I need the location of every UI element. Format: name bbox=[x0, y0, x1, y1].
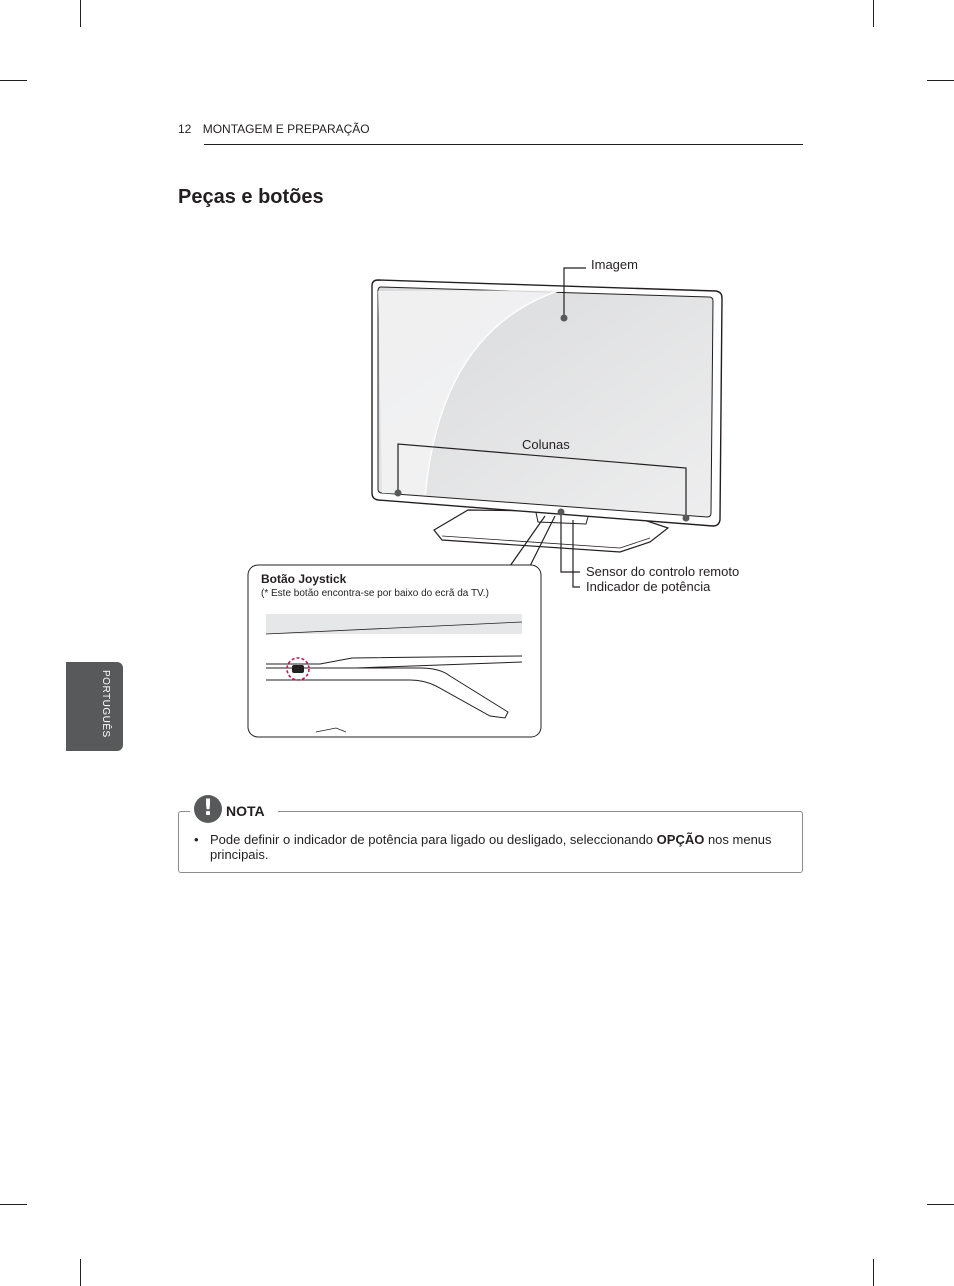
section-title: MONTAGEM E PREPARAÇÃO bbox=[202, 122, 370, 136]
exclamation-icon: ! bbox=[194, 795, 222, 823]
label-imagem: Imagem bbox=[591, 257, 638, 272]
note-text-bold: OPÇÃO bbox=[656, 832, 705, 847]
note-header bbox=[190, 795, 278, 825]
note-text-before: Pode definir o indicador de potência para ligado ou desligado, seleccionando bbox=[210, 832, 657, 847]
label-colunas: Colunas bbox=[522, 437, 570, 452]
page-number: 12 bbox=[178, 122, 192, 136]
tv-frame bbox=[372, 280, 722, 526]
note-text-after: nos menus principais. bbox=[210, 832, 772, 862]
bullet: • bbox=[194, 832, 199, 847]
label-sensor: Sensor do controlo remoto bbox=[586, 564, 740, 579]
language-tab-label: PORTUGUÊS bbox=[100, 670, 111, 738]
note-body bbox=[210, 832, 800, 862]
joystick-subtitle: (* Este botão encontra-se por baixo do ecrã da TV.) bbox=[261, 588, 489, 599]
label-indicador: Indicador de potência bbox=[586, 579, 711, 594]
note-title: NOTA bbox=[226, 803, 265, 819]
joystick-title: Botão Joystick bbox=[261, 572, 347, 586]
page-title: Peças e botões bbox=[178, 186, 324, 208]
